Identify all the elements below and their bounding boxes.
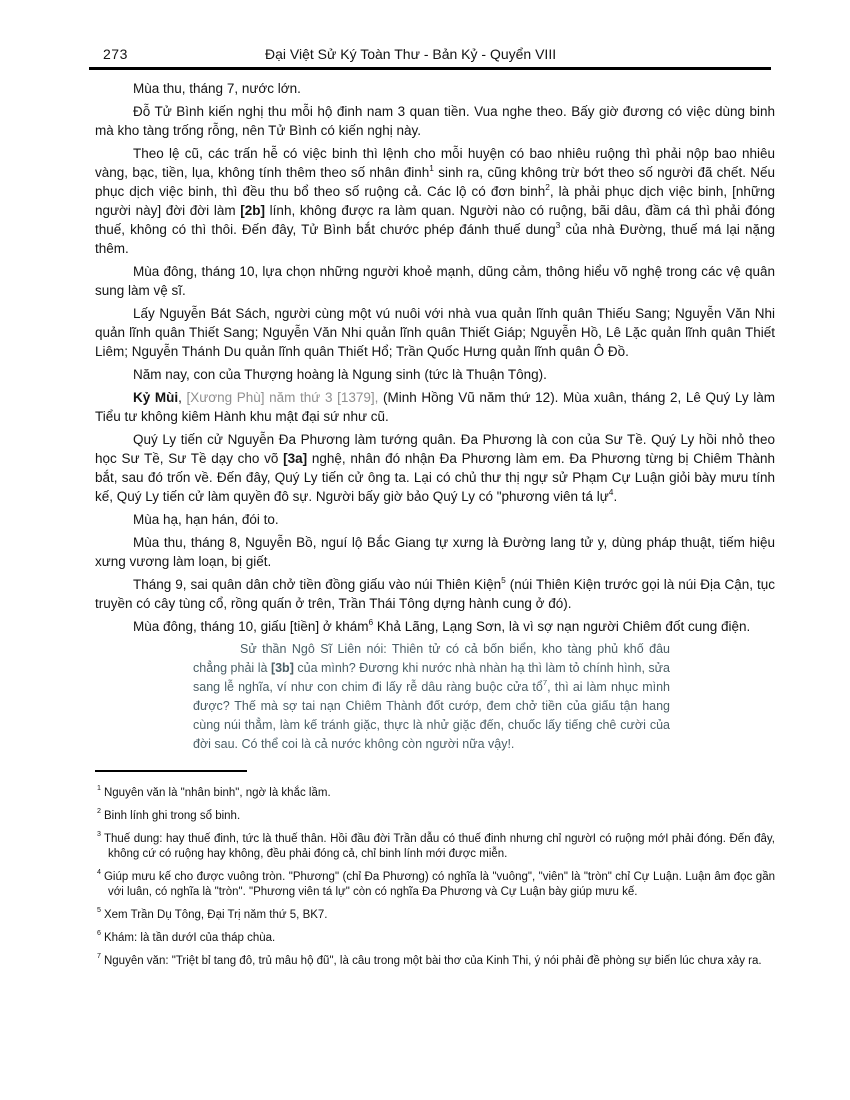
footnote-5 (95, 908, 775, 923)
text-run: của mình? Đương khi nước nhà nhàn hạ thì làm tỏ chính hình, sửa sang lễ nghĩa, ví như con chim đi lấy rễ dâu ràng buộc cửa tổ (193, 661, 670, 694)
text-run: Mùa đông, tháng 10, giấu [tiền] ở khám (133, 619, 369, 634)
text-run: Sử thần Ngô Sĩ Liên nói: Thiên tử có cả bốn biển, kho tàng phủ khố đâu chẳng phải là (193, 642, 670, 675)
footnote-text: Xem Trần Dụ Tông, Đại Trị năm thứ 5, BK7. (103, 909, 328, 921)
text-run: Mùa hạ, hạn hán, đói to. (133, 512, 279, 527)
footnote-text: Binh lính ghi trong sổ binh. (103, 810, 241, 822)
text-run: , (178, 390, 187, 405)
footnote-1 (95, 786, 775, 801)
paragraph-9 (95, 510, 775, 529)
text-run: [Xương Phù] năm thứ 3 [1379], (186, 390, 379, 405)
historian-comment (193, 640, 670, 754)
footnote-number: 1 (97, 784, 101, 793)
text-run: [3b] (270, 661, 294, 675)
text-run: Lấy Nguyễn Bát Sách, người cùng một vú nuôi với nhà vua quản lĩnh quân Thiếu Sang; Nguyễn Văn Nhi quản lĩnh quân Thiết Sang; Nguyễn Văn Nhi quản lĩnh quân Thiết Giáp; Nguyễn Hồ, Lê Lặc quản lĩnh quân Thiết Liêm; Nguyễn Thánh Du quản lĩnh quân Thiết Hổ; Trần Quốc Hưng quản lĩnh quân Ô Đồ. (95, 306, 775, 359)
paragraph-3 (95, 144, 775, 258)
footnote-number: 5 (97, 906, 101, 915)
paragraph-5 (95, 304, 775, 361)
footnote-text: Nguyên văn: "Triệt bỉ tang đô, trủ mâu hộ đũ", là câu trong một bài thơ của Kinh Thi, ý nói phải đề phòng sự biến lúc chưa xảy ra. (103, 955, 762, 967)
paragraph-1 (95, 79, 775, 98)
footnote-number: 7 (97, 952, 101, 961)
footnote-separator (95, 770, 247, 772)
text-run: Tháng 9, sai quân dân chở tiền đồng giấu vào núi Thiên Kiện (133, 577, 502, 592)
paragraph-7 (95, 388, 775, 426)
text-run: , là phải phục dịch việc binh, [những người này] đời đời làm (95, 184, 775, 218)
footnote-number: 2 (97, 807, 101, 816)
footnote-number: 6 (97, 929, 101, 938)
text-run: Đỗ Tử Bình kiến nghị thu mỗi hộ đinh nam 3 quan tiền. Vua nghe theo. Bấy giờ đương có việc dùng binh mà kho tàng trống rỗng, nên Tử Bình có kiến nghị này. (95, 104, 775, 138)
text-run: (núi Thiên Kiện trước gọi là núi Địa Cận, tục truyền có cây tùng cổ, rồng quấn ở trên, Trần Thái Tông dựng hành cung ở đó). (95, 577, 775, 611)
paragraph-10 (95, 533, 775, 571)
body-paragraphs (95, 79, 775, 754)
text-run: sinh ra, cũng không trừ bớt theo số người đã chết. Nếu phục dịch việc binh, thì đều thu bổ theo số ruộng cả. Các lộ có đơn binh (95, 165, 776, 199)
text-run: . (613, 489, 618, 504)
text-run: , thì ai làm nhục mình được? Thế mà sợ tai nạn Chiêm Thành đốt cướp, đem chở tiền của giấu tận hang cùng núi thẳm, làm kế tránh giặc, thực là nhử giặc đến, chuốc lấy tiếng chê cười của đời sau. Có thể coi là cả nước không còn người nữa vậy!. (193, 680, 670, 751)
footnote-text: Nguyên văn là "nhân binh", ngờ là khắc lầm. (103, 787, 331, 799)
text-run: của nhà Đường, thuế má lại nặng thêm. (95, 222, 775, 256)
footnote-ref: 1 (429, 162, 434, 173)
footnote-7 (95, 954, 775, 969)
text-run: Năm nay, con của Thượng hoàng là Ngung sinh (tức là Thuận Tông). (133, 367, 547, 382)
text-run: Mùa đông, tháng 10, lựa chọn những người khoẻ mạnh, dũng cảm, thông hiểu võ nghệ trong các vệ quân sung làm vệ sĩ. (95, 264, 775, 298)
footnote-ref: 3 (555, 219, 561, 230)
page-number: 273 (103, 46, 128, 62)
footnote-4 (95, 870, 775, 900)
footnote-text: Khám: là tần dướI của tháp chùa. (103, 932, 276, 944)
footnote-ref: 5 (501, 574, 506, 585)
text-run: Mùa thu, tháng 8, Nguyễn Bồ, nguí lộ Bắc Giang tự xưng là Đường lang tử y, dùng pháp thuật, tiếm hiệu xưng vương làm loạn, bị giết. (95, 535, 775, 569)
text-run: nghệ, nhân đó nhận Đa Phương làm em. Đa Phương từng bị Chiêm Thành bắt, sau đó trốn về. Đến đây, Quý Ly tiến cử ông ta. Lại có chủ thư thị ngự sử Phạm Cự Luận giỏi bày mưu tính kế, Quý Ly tiến cử làm quyền đô sự. Người bấy giờ bảo Quý Ly có "phương viên tá lự (95, 451, 775, 504)
footnote-ref: 7 (542, 678, 548, 688)
footnote-3 (95, 832, 775, 862)
text-run: Kỷ Mùi (133, 390, 179, 405)
text-run: Mùa thu, tháng 7, nước lớn. (133, 81, 301, 96)
paragraph-2 (95, 102, 775, 140)
footnote-number: 4 (97, 868, 101, 877)
footnote-ref: 2 (545, 181, 550, 192)
footnote-number: 3 (97, 830, 101, 839)
paragraph-8 (95, 430, 775, 506)
paragraph-12 (95, 617, 775, 636)
text-run: lính, không được ra làm quan. Người nào có ruộng, bãi dâu, đầm cá thì phải đóng thuế, không có thì thôi. Đến đây, Tử Bình bắt chước phép đánh thuế dung (95, 203, 775, 237)
footnote-6 (95, 931, 775, 946)
footnote-ref: 4 (608, 486, 614, 497)
paragraph-4 (95, 262, 775, 300)
footnote-text: Giúp mưu kế cho được vuông tròn. "Phương" (chỉ Đa Phương) có nghĩa là "vuông", "viên" là "tròn" chỉ Cự Luận. Luận âm đọc gần với luân, có nghĩa là "tròn". "Phương viên tá lự" còn có nghĩa Đa Phương và Cự Luận bày giúp mưu kế. (103, 871, 775, 898)
footnote-text: Thuế dung: hay thuế đinh, tức là thuế thân. Hồi đầu đời Trần dẫu có thuế đinh nhưng chỉ ngườI có ruộng mớI phải đóng. Đến đây, không cứ có ruộng hay không, đều phải đóng cả, chỉ binh lính mới được miễn. (103, 833, 775, 860)
header-rule (89, 67, 771, 70)
paragraph-11 (95, 575, 775, 613)
page-title: Đại Việt Sử Ký Toàn Thư - Bản Kỷ - Quyển VIII (265, 46, 557, 62)
text-run: Khả Lãng, Lạng Sơn, là vì sợ nạn người Chiêm đốt cung điện. (373, 619, 751, 634)
page-header (95, 46, 775, 64)
footnote-2 (95, 809, 775, 824)
paragraph-6 (95, 365, 775, 384)
text-run: [2b] (240, 203, 266, 218)
text-run: Quý Ly tiến cử Nguyễn Đa Phương làm tướng quân. Đa Phương là con của Sư Tề. Quý Ly hồi nhỏ theo học Sư Tề, Sư Tề dạy cho võ (95, 432, 775, 466)
footnotes-list (95, 786, 775, 969)
text-run: Theo lệ cũ, các trấn hễ có việc binh thì lệnh cho mỗi huyện có bao nhiêu ruộng thì phải nộp bao nhiêu vàng, bạc, tiền, lụa, không tính thêm theo số nhân đinh (95, 146, 775, 180)
footnote-ref: 6 (368, 616, 374, 627)
text-run: [3a] (283, 451, 308, 466)
text-run: (Minh Hồng Vũ năm thứ 12). Mùa xuân, tháng 2, Lê Quý Ly làm Tiểu tư không kiêm Hành khu mật đại sứ như cũ. (95, 390, 775, 424)
